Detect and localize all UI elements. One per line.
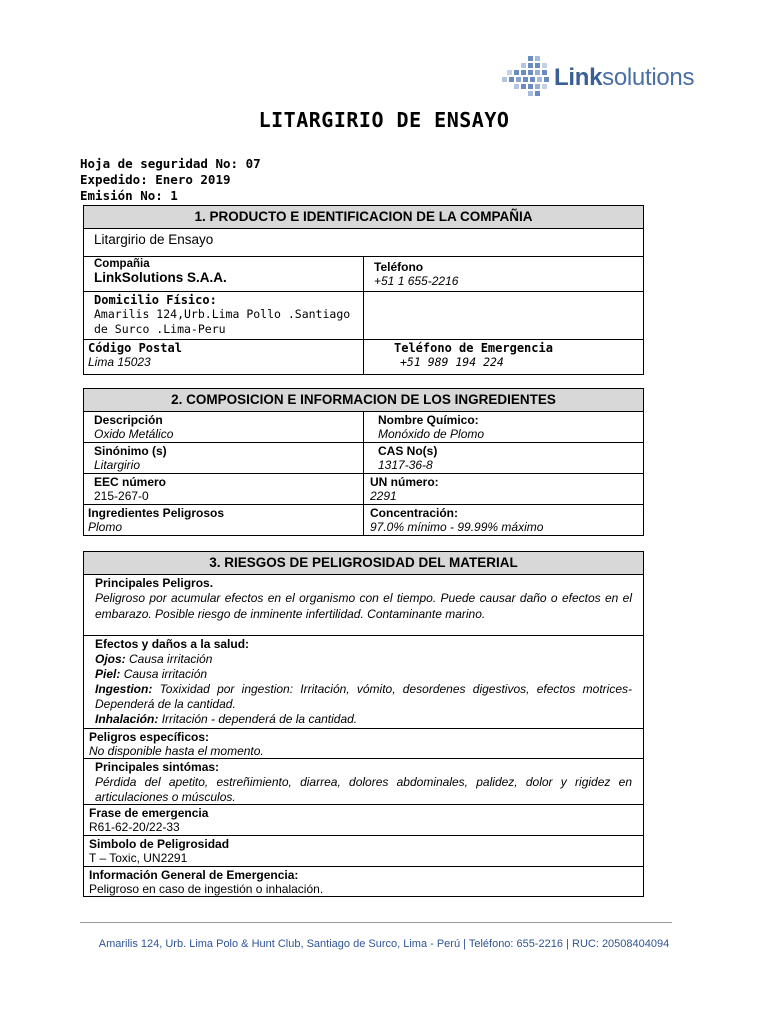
issued-date: Expedido: Enero 2019: [80, 172, 231, 187]
skin-label: Piel:: [95, 667, 121, 681]
cas-label: CAS No(s): [378, 444, 438, 458]
eec-value: 215-267-0: [94, 489, 149, 503]
document-title: LITARGIRIO DE ENSAYO: [258, 108, 510, 132]
emergency-phrase-cell: [84, 805, 643, 835]
symptoms-cell: [84, 759, 643, 804]
chemical-name-label: Nombre Químico:: [378, 413, 479, 427]
concentration-value: 97.0% mínimo - 99.99% máximo: [370, 520, 544, 534]
emergency-phone-value: +51 989 194 224: [400, 355, 504, 369]
section-1-header: 1. PRODUCTO E IDENTIFICACION DE LA COMPAÑIA: [84, 206, 643, 229]
address-label: Domicilio Físico:: [94, 293, 217, 307]
general-emergency-cell: [84, 867, 643, 896]
hazardous-ingredients-value: Plomo: [88, 520, 123, 534]
section-product-identification: [83, 205, 644, 375]
health-effects-cell: [84, 636, 643, 728]
general-emergency-label: Información General de Emergencia:: [89, 868, 299, 882]
eec-label: EEC número: [94, 475, 167, 489]
skin-text: Causa irritación: [123, 667, 208, 681]
emergency-phrase-text: R61-62-20/22-33: [89, 820, 180, 834]
concentration-label: Concentración:: [370, 506, 459, 520]
specific-hazards-cell: [84, 729, 643, 758]
un-number-label: UN número:: [370, 475, 439, 489]
eyes-text: Causa irritación: [129, 652, 213, 666]
table-row: [84, 412, 643, 443]
company-value: LinkSolutions S.A.A.: [94, 270, 227, 285]
hazard-symbol-text: T – Toxic, UN2291: [89, 851, 188, 865]
general-emergency-text: Peligroso en caso de ingestión o inhalación.: [89, 882, 324, 896]
symptoms-label: Principales sintómas:: [95, 760, 220, 774]
un-number-value: 2291: [370, 489, 397, 503]
section-composition: [83, 388, 644, 536]
product-name: Litargirio de Ensayo: [94, 232, 214, 247]
address-empty-cell: [364, 292, 643, 339]
description-value: Oxido Metálico: [94, 427, 174, 441]
company-cell: [84, 257, 364, 291]
company-logo: [502, 54, 712, 100]
section-hazards: [83, 551, 644, 897]
footer-address: Amarilis 124, Urb. Lima Polo & Hunt Club, Santiago de Surco, Lima - Perú | Teléfono: 655-2216 | RUC: 20508404094: [98, 938, 670, 950]
phone-cell: [364, 257, 643, 291]
emergency-phone-cell: [364, 340, 643, 374]
address-line-2: de Surco .Lima-Peru: [94, 322, 226, 336]
cas-value: 1317-36-8: [378, 458, 433, 472]
chemical-name-value: Monóxido de Plomo: [378, 427, 485, 441]
phone-value: +51 1 655-2216: [374, 274, 459, 288]
inhalation-text: Irritación - dependerá de la cantidad.: [161, 712, 358, 726]
logo-pixel-mark: [502, 54, 554, 100]
emission-number: Emisión No: 1: [80, 188, 178, 203]
section-2-header: 2. COMPOSICION E INFORMACION DE LOS INGREDIENTES: [84, 389, 643, 412]
postal-value: Lima 15023: [88, 355, 151, 369]
postal-cell: [84, 340, 364, 374]
sheet-number: Hoja de seguridad No: 07: [80, 156, 261, 171]
company-label: Compañia: [94, 258, 150, 270]
main-hazards-cell: [84, 575, 643, 635]
hazardous-ingredients-label: Ingredientes Peligrosos: [88, 506, 225, 520]
description-label: Descripción: [94, 413, 163, 427]
main-hazards-label: Principales Peligros.: [95, 576, 214, 590]
table-row: [84, 474, 643, 505]
postal-label: Código Postal: [88, 341, 182, 355]
health-effects-label: Efectos y daños a la salud:: [95, 637, 250, 651]
synonym-value: Litargirio: [94, 458, 141, 472]
hazard-symbol-cell: [84, 836, 643, 866]
specific-hazards-text: No disponible hasta el momento.: [89, 744, 264, 758]
footer-divider: [80, 922, 672, 923]
eyes-label: Ojos:: [95, 652, 126, 666]
ingestion-label: Ingestion:: [95, 682, 153, 696]
phone-label: Teléfono: [374, 260, 424, 274]
emergency-phone-label: Teléfono de Emergencia: [394, 341, 553, 355]
section-3-header: 3. RIESGOS DE PELIGROSIDAD DEL MATERIAL: [84, 552, 643, 575]
table-row: [84, 443, 643, 474]
logo-wordmark: Linksolutions: [554, 64, 695, 91]
document-meta: [80, 156, 261, 204]
symptoms-text: Pérdida del apetito, estreñimiento, diarrea, dolores abdominales, palidez, dolor y rigidez en articulaciones o músculos.: [95, 775, 632, 804]
specific-hazards-label: Peligros específicos:: [89, 730, 210, 744]
inhalation-label: Inhalación:: [95, 712, 159, 726]
table-row: [84, 505, 643, 535]
address-cell: [84, 292, 364, 339]
hazard-symbol-label: Simbolo de Peligrosidad: [89, 837, 230, 851]
synonym-label: Sinónimo (s): [94, 444, 167, 458]
address-line-1: Amarilis 124,Urb.Lima Pollo .Santiago: [94, 307, 351, 321]
emergency-phrase-label: Frase de emergencia: [89, 806, 209, 820]
ingestion-text: Toxixidad por ingestion: Irritación, vómito, desordenes digestivos, efectos motrices- Dependerá de la cantidad.: [95, 682, 632, 711]
main-hazards-text: Peligroso por acumular efectos en el organismo con el tiempo. Puede causar daño o efectos en el embarazo. Posible riesgo de inminente infertilidad. Contaminante marino.: [95, 591, 632, 621]
